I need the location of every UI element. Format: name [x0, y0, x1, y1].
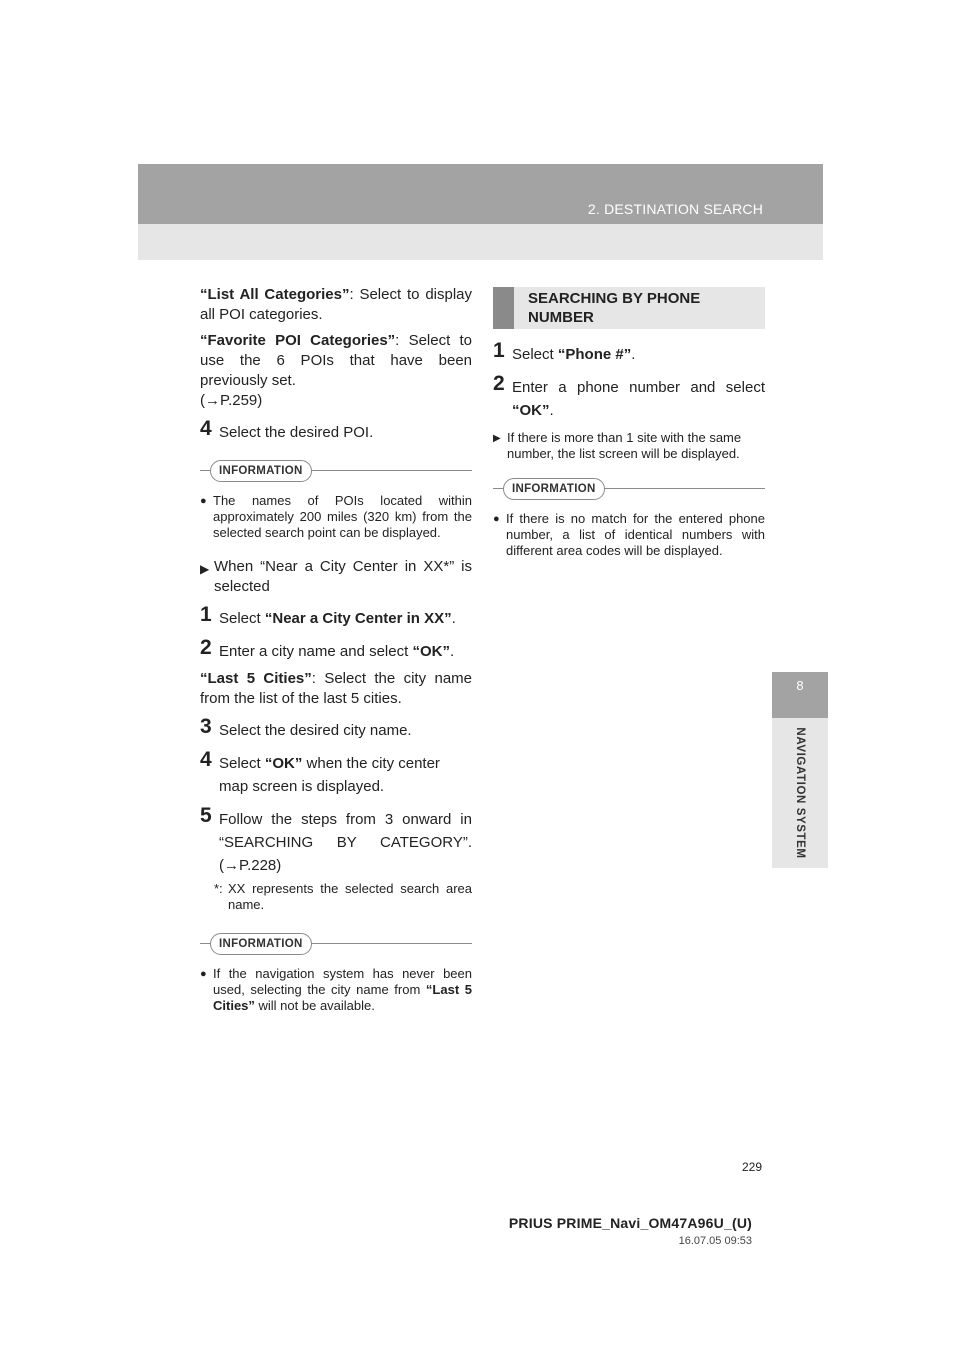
arrow-right-icon: ▶ [200, 562, 210, 576]
bullet-dot-icon: ● [493, 513, 500, 525]
text-list-all: : Select to display all POI categories. [200, 286, 473, 323]
step-text: Select “Near a City Center in XX”. [219, 610, 456, 627]
chapter-label: NAVIGATION SYSTEM [794, 727, 806, 859]
step-number: 2 [493, 372, 505, 395]
step-item [200, 715, 472, 742]
section-header-title: 2. DESTINATION SEARCH [587, 201, 763, 217]
paragraph-favorite-poi [200, 331, 472, 411]
step-number: 4 [200, 748, 212, 771]
header-band [138, 164, 823, 224]
info-text: If the navigation system has never been used, selecting the city name from “Last 5 Cities” will not be available. [213, 966, 473, 1013]
page-reference: (→P.259) [200, 392, 263, 409]
chapter-tab [772, 718, 828, 868]
footnote [214, 881, 472, 913]
information-box [200, 938, 473, 1014]
info-bullet [200, 493, 472, 541]
term-list-all: “List All Categories” [200, 286, 350, 303]
info-text: The names of POIs located within approximately 200 miles (320 km) from the selected search point can be displayed. [213, 493, 472, 540]
text-last-5: : Select the city name from the list of the last 5 cities. [200, 670, 472, 707]
section-title: SEARCHING BY PHONE NUMBER [528, 290, 701, 326]
step-item [200, 804, 472, 877]
step-text: Follow the steps from 3 onward in “SEARCHING BY CATEGORY”. (→P.228) [219, 811, 472, 874]
footnote-text: XX represents the selected search area name. [228, 881, 472, 912]
step-item [200, 417, 472, 444]
step-number: 3 [200, 715, 212, 738]
information-badge: INFORMATION [210, 933, 312, 955]
header-subband [138, 224, 823, 260]
step-number: 1 [493, 339, 505, 362]
term-favorite-poi: “Favorite POI Categories” [200, 332, 396, 349]
step-text: Select the desired POI. [219, 424, 374, 441]
bullet-dot-icon: ● [200, 968, 207, 980]
page-number: 229 [742, 1160, 763, 1174]
condition-text: When “Near a City Center in XX*” is selected [214, 558, 472, 595]
step-number: 5 [200, 804, 212, 827]
bullet-dot-icon: ● [200, 495, 207, 507]
step-text: Select the desired city name. [219, 722, 412, 739]
condition-heading [200, 557, 472, 597]
chapter-number: 8 [772, 672, 828, 718]
information-box [200, 465, 472, 541]
step-number: 4 [200, 417, 212, 440]
section-heading [493, 287, 765, 329]
note-item [493, 430, 765, 462]
footer-document-title: PRIUS PRIME_Navi_OM47A96U_(U) [508, 1215, 752, 1231]
left-column [200, 285, 472, 1014]
step-text: Select “OK” when the city center map screen is displayed. [219, 755, 440, 795]
footnote-mark: *: [214, 881, 223, 896]
paragraph-last-5 [200, 669, 472, 709]
step-text: Enter a phone number and select “OK”. [512, 379, 765, 419]
paragraph-list-all [200, 285, 472, 325]
information-box [493, 483, 765, 559]
info-bullet [200, 966, 472, 1014]
text-favorite-poi: : Select to use the 6 POIs that have been previously set. [200, 332, 472, 389]
step-item [200, 748, 472, 798]
step-item [200, 603, 472, 630]
note-text: If there is more than 1 site with the same number, the list screen will be displayed. [507, 430, 742, 461]
info-text: If there is no match for the entered phone number, a list of identical numbers with different area codes will be displayed. [506, 511, 765, 558]
triangle-bullet-icon: ▶ [493, 433, 501, 444]
step-item [493, 372, 765, 422]
step-text: Enter a city name and select “OK”. [219, 643, 455, 660]
info-bullet [493, 511, 765, 559]
step-number: 1 [200, 603, 212, 626]
step-text: Select “Phone #”. [512, 346, 636, 363]
section-heading-bar [493, 287, 514, 329]
term-last-5: “Last 5 Cities” [200, 670, 312, 687]
information-badge: INFORMATION [503, 478, 605, 500]
information-badge: INFORMATION [210, 460, 312, 482]
step-item [200, 636, 472, 663]
step-number: 2 [200, 636, 212, 659]
right-column [493, 287, 765, 559]
footer-date: 16.07.05 09:53 [678, 1235, 752, 1247]
step-item [493, 339, 765, 366]
